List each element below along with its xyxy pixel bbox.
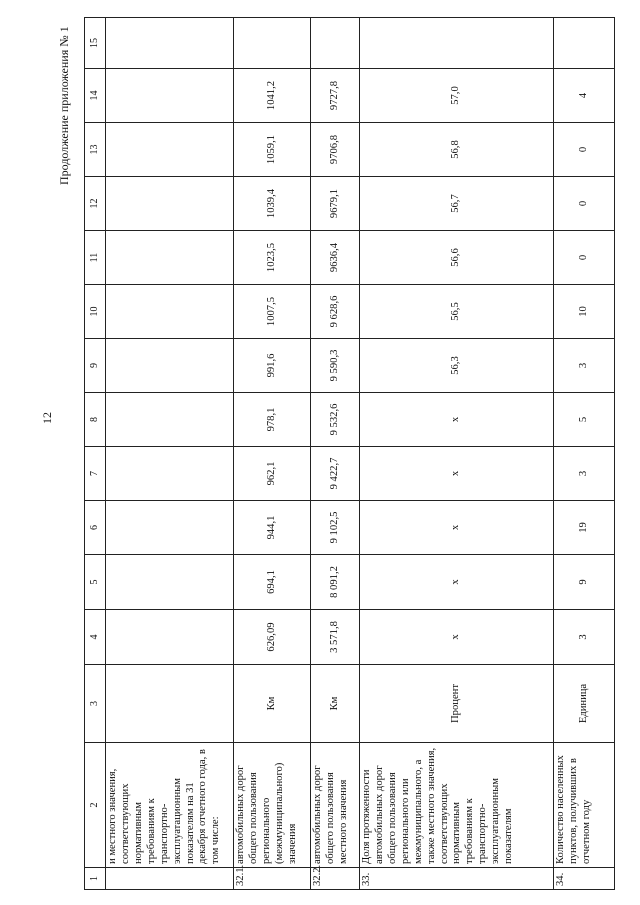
indicator-name-cell: и местного значения, соответствующих нормативным требованиям к транспортно-эксплуатационным показателям на 31 декабря отчетного года, в том числе: bbox=[106, 743, 234, 868]
value-cell: х bbox=[360, 610, 554, 665]
value-cell: 9 532,6 bbox=[311, 393, 360, 447]
row-number-cell: 32.2. bbox=[311, 868, 360, 890]
value-cell bbox=[234, 18, 311, 69]
value-cell bbox=[106, 610, 234, 665]
value-cell: 56,7 bbox=[360, 177, 554, 231]
value-cell bbox=[106, 393, 234, 447]
header-cell: 6 bbox=[85, 501, 106, 555]
value-cell: 56,6 bbox=[360, 231, 554, 285]
header-cell: 11 bbox=[85, 231, 106, 285]
value-cell: 1059,1 bbox=[234, 123, 311, 177]
appendix-continuation-title: Продолжение приложения № 1 bbox=[57, 26, 71, 185]
unit-cell: Км bbox=[234, 665, 311, 743]
header-cell: 3 bbox=[85, 665, 106, 743]
value-cell: 9 628,6 bbox=[311, 285, 360, 339]
value-cell: 962,1 bbox=[234, 447, 311, 501]
header-cell: 13 bbox=[85, 123, 106, 177]
header-cell: 8 bbox=[85, 393, 106, 447]
table-row bbox=[106, 18, 234, 890]
table-row bbox=[234, 18, 311, 890]
value-cell bbox=[106, 123, 234, 177]
table-row bbox=[311, 18, 360, 890]
indicator-name-cell: автомобильных дорог общего пользования местного значения bbox=[311, 743, 360, 868]
value-cell: 9679,1 bbox=[311, 177, 360, 231]
table-row bbox=[360, 18, 554, 890]
indicator-name-cell: автомобильных дорог общего пользования регионального (межмуниципального) значения bbox=[234, 743, 311, 868]
value-cell: 0 bbox=[554, 177, 615, 231]
row-number-cell: 32.1. bbox=[234, 868, 311, 890]
value-cell: х bbox=[360, 501, 554, 555]
row-number-cell: 33. bbox=[360, 868, 554, 890]
value-cell: 9 102,5 bbox=[311, 501, 360, 555]
indicator-name-cell: Количество населенных пунктов, получивших в отчетном году bbox=[554, 743, 615, 868]
value-cell bbox=[106, 501, 234, 555]
value-cell: 56,5 bbox=[360, 285, 554, 339]
header-cell: 10 bbox=[85, 285, 106, 339]
header-cell: 4 bbox=[85, 610, 106, 665]
rotated-table-container bbox=[84, 18, 611, 890]
header-cell: 7 bbox=[85, 447, 106, 501]
value-cell: 978,1 bbox=[234, 393, 311, 447]
value-cell bbox=[106, 447, 234, 501]
unit-cell: Единица bbox=[554, 665, 615, 743]
value-cell: 3 571,8 bbox=[311, 610, 360, 665]
value-cell bbox=[106, 231, 234, 285]
value-cell: 3 bbox=[554, 610, 615, 665]
value-cell: 0 bbox=[554, 123, 615, 177]
unit-cell: Км bbox=[311, 665, 360, 743]
indicator-name-cell: Доля протяженности автомобильных дорог общего пользования регионального или межмуниципального, а также местного значения, соответствующих нормативным требованиям к транспортно-эксплуатационным показателям bbox=[360, 743, 554, 868]
value-cell: 1007,5 bbox=[234, 285, 311, 339]
value-cell: 9636,4 bbox=[311, 231, 360, 285]
value-cell bbox=[106, 285, 234, 339]
header-cell: 2 bbox=[85, 743, 106, 868]
value-cell: 8 091,2 bbox=[311, 555, 360, 610]
value-cell bbox=[311, 18, 360, 69]
value-cell bbox=[360, 18, 554, 69]
value-cell bbox=[106, 69, 234, 123]
value-cell: х bbox=[360, 555, 554, 610]
header-cell: 14 bbox=[85, 69, 106, 123]
value-cell: 626,09 bbox=[234, 610, 311, 665]
value-cell: 9 590,3 bbox=[311, 339, 360, 393]
value-cell: 57,0 bbox=[360, 69, 554, 123]
value-cell: 3 bbox=[554, 339, 615, 393]
value-cell: 694,1 bbox=[234, 555, 311, 610]
value-cell: 1039,4 bbox=[234, 177, 311, 231]
value-cell: 1041,2 bbox=[234, 69, 311, 123]
row-number-cell: 34. bbox=[554, 868, 615, 890]
header-cell: 5 bbox=[85, 555, 106, 610]
value-cell: 9727,8 bbox=[311, 69, 360, 123]
value-cell bbox=[106, 177, 234, 231]
value-cell: 4 bbox=[554, 69, 615, 123]
indicators-table bbox=[84, 17, 615, 890]
value-cell: 9 bbox=[554, 555, 615, 610]
value-cell: 1023,5 bbox=[234, 231, 311, 285]
value-cell: 944,1 bbox=[234, 501, 311, 555]
value-cell: 0 bbox=[554, 231, 615, 285]
header-cell: 9 bbox=[85, 339, 106, 393]
table-row bbox=[554, 18, 615, 890]
value-cell bbox=[106, 339, 234, 393]
value-cell: 9 422,7 bbox=[311, 447, 360, 501]
row-number-cell bbox=[106, 868, 234, 890]
value-cell bbox=[554, 18, 615, 69]
value-cell: 3 bbox=[554, 447, 615, 501]
header-row bbox=[85, 18, 106, 890]
header-cell: 12 bbox=[85, 177, 106, 231]
unit-cell: Процент bbox=[360, 665, 554, 743]
value-cell: 56,8 bbox=[360, 123, 554, 177]
header-cell: 15 bbox=[85, 18, 106, 69]
value-cell: 56,3 bbox=[360, 339, 554, 393]
value-cell: 9706,8 bbox=[311, 123, 360, 177]
value-cell bbox=[106, 555, 234, 610]
value-cell: 10 bbox=[554, 285, 615, 339]
page-number: 12 bbox=[40, 412, 54, 424]
value-cell: х bbox=[360, 447, 554, 501]
value-cell bbox=[106, 18, 234, 69]
value-cell: 5 bbox=[554, 393, 615, 447]
value-cell: 19 bbox=[554, 501, 615, 555]
unit-cell bbox=[106, 665, 234, 743]
header-cell: 1 bbox=[85, 868, 106, 890]
value-cell: 991,6 bbox=[234, 339, 311, 393]
value-cell: х bbox=[360, 393, 554, 447]
